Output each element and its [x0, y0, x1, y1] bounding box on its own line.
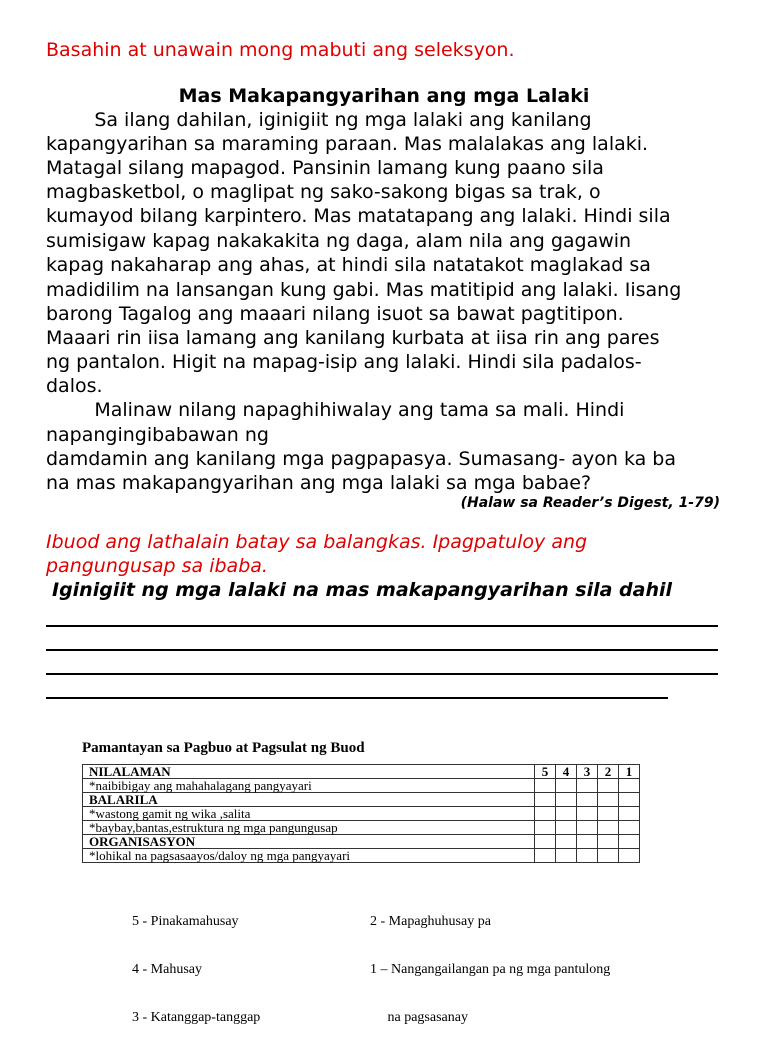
score-header: 1 [619, 765, 640, 779]
legend-item: 2 - Mapaghuhusay pa [370, 914, 491, 929]
legend-item: 4 - Mahusay [132, 962, 202, 977]
score-cell[interactable] [556, 849, 577, 863]
rubric-criterion: *baybay,bantas,estruktura ng mga pangungusap [83, 821, 535, 835]
score-header: 2 [598, 765, 619, 779]
score-cell[interactable] [556, 793, 577, 807]
score-header: 3 [577, 765, 598, 779]
score-cell[interactable] [598, 821, 619, 835]
selection-source: (Halaw sa Reader’s Digest, 1-79) [460, 495, 720, 511]
score-cell[interactable] [535, 779, 556, 793]
rubric-criterion: BALARILA [83, 793, 535, 807]
rubric-criterion: *wastong gamit ng wika ,salita [83, 807, 535, 821]
rubric-title: Pamantayan sa Pagbuo at Pagsulat ng Buod [82, 740, 365, 756]
score-cell[interactable] [598, 835, 619, 849]
selection-line: sumisigaw kapag nakakakita ng daga, alam nila ang gagawin [46, 230, 632, 252]
score-cell[interactable] [535, 835, 556, 849]
reading-instruction: Basahin at unawain mong mabuti ang seleksyon. [46, 39, 515, 61]
rating-legend-left [132, 882, 260, 1042]
table-row [83, 835, 640, 849]
answer-line[interactable] [46, 649, 718, 651]
score-cell[interactable] [598, 807, 619, 821]
selection-line: Malinaw nilang napaghihiwalay ang tama sa mali. Hindi [46, 399, 625, 421]
answer-line[interactable] [46, 625, 718, 627]
score-cell[interactable] [619, 821, 640, 835]
rubric-criterion: ORGANISASYON [83, 835, 535, 849]
rating-legend-right [370, 882, 610, 1042]
score-cell[interactable] [598, 779, 619, 793]
score-cell[interactable] [619, 807, 640, 821]
summary-prompt: Iginigiit ng mga lalaki na mas makapangyarihan sila dahil [52, 579, 673, 601]
score-cell[interactable] [577, 779, 598, 793]
selection-line: kapangyarihan sa maraming paraan. Mas malalakas ang lalaki. [46, 133, 649, 155]
rubric-criterion: NILALAMAN [83, 765, 535, 779]
table-row [83, 807, 640, 821]
selection-line: kumayod bilang karpintero. Mas matatapang ang lalaki. Hindi sila [46, 205, 671, 227]
score-header: 4 [556, 765, 577, 779]
score-header: 5 [535, 765, 556, 779]
rubric-criterion: *lohikal na pagsasaayos/daloy ng mga pangyayari [83, 849, 535, 863]
score-cell[interactable] [577, 821, 598, 835]
selection-line: Maaari rin iisa lamang ang kanilang kurbata at iisa rin ang pares [46, 327, 660, 349]
score-cell[interactable] [577, 849, 598, 863]
score-cell[interactable] [619, 849, 640, 863]
table-row [83, 849, 640, 863]
score-cell[interactable] [535, 849, 556, 863]
score-cell[interactable] [535, 793, 556, 807]
selection-line: Sa ilang dahilan, iginigiit ng mga lalaki ang kanilang [46, 109, 592, 131]
score-cell[interactable] [535, 807, 556, 821]
selection-title: Mas Makapangyarihan ang mga Lalaki [178, 85, 590, 107]
selection-line: na mas makapangyarihan ang mga lalaki sa mga babae? [46, 472, 592, 494]
score-cell[interactable] [556, 821, 577, 835]
score-cell[interactable] [619, 793, 640, 807]
table-row [83, 765, 640, 779]
legend-item: 1 – Nangangailangan pa ng mga pantulong [370, 962, 611, 977]
legend-item: na pagsasanay [370, 1010, 468, 1025]
table-row [83, 793, 640, 807]
score-cell[interactable] [598, 849, 619, 863]
score-cell[interactable] [577, 835, 598, 849]
score-cell[interactable] [598, 793, 619, 807]
selection-line: ng pantalon. Higit na mapag-isip ang lalaki. Hindi sila padalos- [46, 351, 642, 373]
score-cell[interactable] [619, 835, 640, 849]
rubric-criterion: *naibibigay ang mahahalagang pangyayari [83, 779, 535, 793]
score-cell[interactable] [535, 821, 556, 835]
table-row [83, 779, 640, 793]
selection-line: madidilim na lansangan kung gabi. Mas matitipid ang lalaki. Iisang [46, 279, 682, 301]
score-cell[interactable] [577, 793, 598, 807]
selection-line: Matagal silang mapagod. Pansinin lamang kung paano sila [46, 157, 604, 179]
selection-line: magbasketbol, o maglipat ng sako-sakong bigas sa trak, o [46, 181, 601, 203]
score-cell[interactable] [556, 807, 577, 821]
selection-line: dalos. [46, 375, 103, 397]
selection-line: napangingibabawan ng [46, 424, 269, 446]
score-cell[interactable] [556, 779, 577, 793]
legend-item: 3 - Katanggap-tanggap [132, 1010, 261, 1025]
table-row [83, 821, 640, 835]
legend-item: 5 - Pinakamahusay [132, 914, 239, 929]
selection-line: kapag nakaharap ang ahas, at hindi sila natatakot maglakad sa [46, 254, 651, 276]
score-cell[interactable] [577, 807, 598, 821]
task-instruction-line: Ibuod ang lathalain batay sa balangkas. Ipagpatuloy ang [46, 531, 588, 553]
selection-line: damdamin ang kanilang mga pagpapasya. Sumasang- ayon ka ba [46, 448, 676, 470]
answer-line[interactable] [46, 697, 668, 699]
answer-line[interactable] [46, 673, 718, 675]
selection-line: barong Tagalog ang maaari nilang isuot sa bawat pagtitipon. [46, 303, 624, 325]
rubric-table [82, 764, 640, 863]
task-instruction-line: pangungusap sa ibaba. [46, 555, 268, 577]
score-cell[interactable] [619, 779, 640, 793]
score-cell[interactable] [556, 835, 577, 849]
